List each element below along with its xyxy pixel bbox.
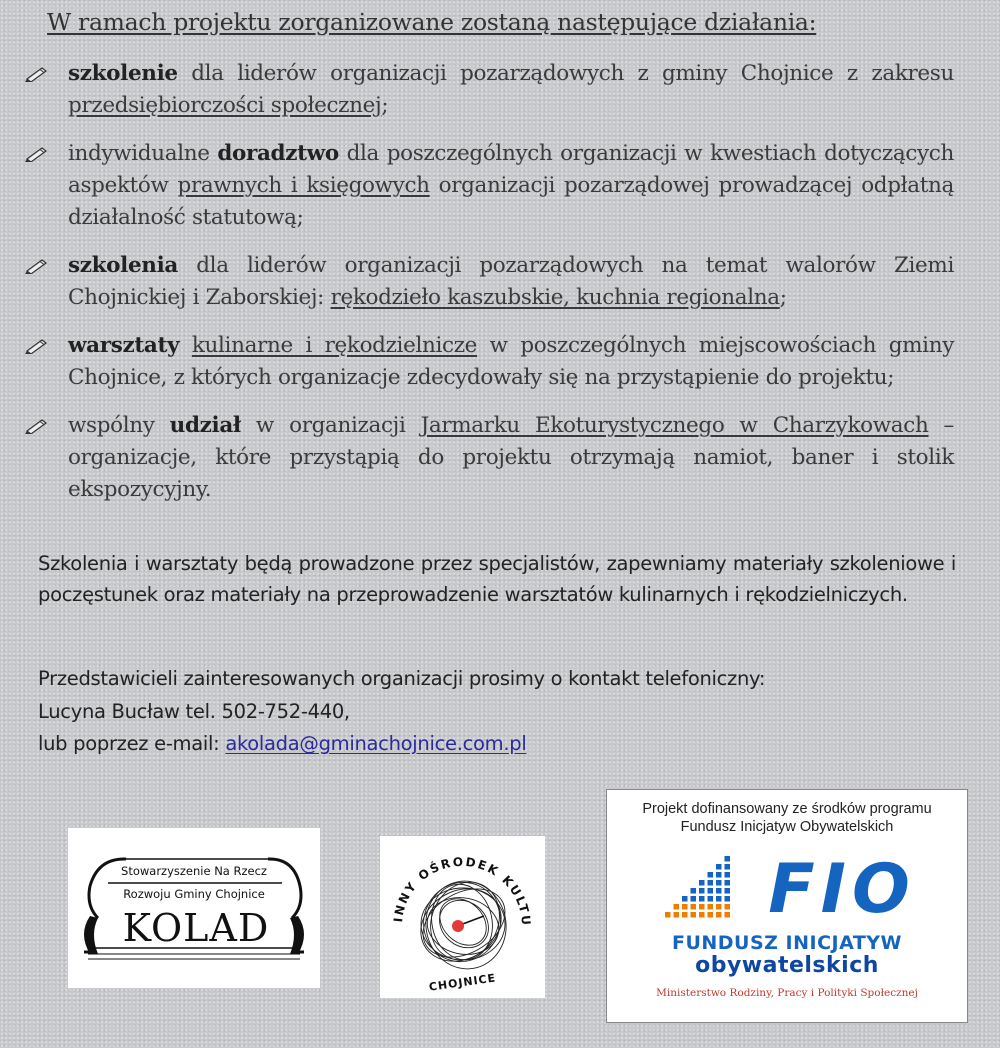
pencil-icon bbox=[24, 64, 50, 82]
fio-dot bbox=[699, 904, 705, 910]
ministry-text: Ministerstwo Rodziny, Pracy i Polityki Społecznej bbox=[656, 987, 918, 999]
activity-text-span: ; bbox=[381, 93, 389, 118]
fio-dot bbox=[725, 880, 731, 886]
contact-line-3 bbox=[38, 728, 956, 759]
fio-dot bbox=[691, 888, 697, 894]
pencil-icon bbox=[24, 256, 50, 274]
fio-dot bbox=[699, 880, 705, 886]
fio-dot bbox=[699, 888, 705, 894]
contact-line-1: Przedstawicieli zainteresowanych organizacji prosimy o kontakt telefoniczny: bbox=[38, 667, 766, 690]
fio-dot bbox=[691, 896, 697, 902]
fio-dot bbox=[725, 872, 731, 878]
funding-line-1: Projekt dofinansowany ze środków programu bbox=[642, 801, 932, 817]
page-heading: W ramach projektu zorganizowane zostaną następujące działania: bbox=[47, 8, 817, 36]
fio-dot bbox=[716, 912, 722, 918]
fio-dot bbox=[708, 888, 714, 894]
activity-item bbox=[24, 250, 954, 314]
activity-text-span: ; bbox=[779, 285, 787, 310]
activity-text bbox=[68, 58, 954, 122]
activity-underlined: rękodzieło kaszubskie, kuchnia regionalna bbox=[330, 285, 780, 310]
email-link[interactable]: akolada@gminachojnice.com.pl bbox=[225, 732, 527, 755]
fio-letters: FIO bbox=[768, 850, 916, 929]
fio-dot bbox=[716, 904, 722, 910]
fio-dot bbox=[682, 904, 688, 910]
activity-underlined: przedsiębiorczości społecznej bbox=[68, 93, 382, 118]
activity-text-span: dla liderów organizacji pozarządowych z gminy Chojnice z zakresu bbox=[177, 61, 954, 86]
gok-bottom-text: CHOJNICE bbox=[428, 971, 497, 994]
activity-item bbox=[24, 58, 954, 122]
activity-text-span: wspólny bbox=[68, 413, 170, 438]
fio-dot bbox=[708, 896, 714, 902]
activity-keyword: warsztaty bbox=[68, 333, 180, 358]
activity-underlined: kulinarne i rękodzielnicze bbox=[191, 333, 478, 358]
activity-keyword: szkolenie bbox=[68, 61, 178, 86]
activity-text-span: w poszczególnych miejscowościach gminy Chojnice, z których organizacje zdecydowały się na przystąpienie do projektu; bbox=[68, 333, 955, 390]
activity-text-span: – organizacje, które przystąpią do projektu otrzymają namiot, baner i stolik ekspozycyjny. bbox=[68, 413, 954, 502]
contact-line-2: Lucyna Bucław tel. 502-752-440, bbox=[38, 700, 350, 723]
fio-dot bbox=[708, 880, 714, 886]
fio-dot bbox=[725, 896, 731, 902]
activity-item bbox=[24, 138, 954, 234]
fio-dot bbox=[691, 912, 697, 918]
activity-item bbox=[24, 330, 954, 394]
activity-keyword: szkolenia bbox=[68, 253, 178, 278]
pencil-icon bbox=[24, 416, 50, 434]
activity-text bbox=[68, 250, 954, 314]
fio-dot bbox=[691, 904, 697, 910]
funding-line-2: Fundusz Inicjatyw Obywatelskich bbox=[680, 819, 894, 835]
activity-underlined: prawnych i księgowych bbox=[177, 173, 430, 198]
akolada-logo bbox=[68, 828, 320, 988]
fio-dot bbox=[674, 912, 680, 918]
fio-text-line-2: obywatelskich bbox=[695, 953, 879, 978]
akolada-top-line-2: Rozwoju Gminy Chojnice bbox=[123, 887, 265, 901]
fio-text-line-1: FUNDUSZ INICJATYW bbox=[671, 932, 903, 954]
akolada-name: KOLAD bbox=[122, 906, 270, 950]
fio-dot bbox=[725, 904, 731, 910]
activity-keyword: doradztwo bbox=[217, 141, 339, 166]
fio-dot bbox=[725, 888, 731, 894]
activity-text-span bbox=[179, 333, 192, 358]
fio-dot bbox=[725, 864, 731, 870]
fio-dot bbox=[708, 904, 714, 910]
fio-dot bbox=[716, 896, 722, 902]
fio-dot bbox=[674, 904, 680, 910]
funding-box bbox=[606, 789, 968, 1023]
pencil-icon bbox=[24, 336, 50, 354]
fio-dot bbox=[699, 896, 705, 902]
activities-list bbox=[24, 58, 954, 522]
activity-text-span: w organizacji bbox=[240, 413, 421, 438]
fio-dot bbox=[682, 896, 688, 902]
info-paragraph: Szkolenia i warsztaty będą prowadzone przez specjalistów, zapewniamy materiały szkoleniowe i poczęstunek oraz materiały na przeprowadzenie warsztatów kulinarnych i rękodzielniczych. bbox=[38, 552, 956, 606]
fio-dot bbox=[708, 872, 714, 878]
activity-text-span: dla poszczególnych organizacji w kwestiach dotyczących aspektów bbox=[68, 141, 954, 198]
fio-dot bbox=[665, 912, 671, 918]
gok-ring-text: INNY OŚRODEK KULTU bbox=[391, 854, 534, 928]
fio-dot bbox=[699, 912, 705, 918]
akolada-top-line-1: Stowarzyszenie Na Rzecz bbox=[121, 864, 267, 878]
email-prefix: lub poprzez e-mail: bbox=[38, 732, 226, 755]
gok-logo bbox=[380, 836, 545, 998]
fio-dot bbox=[716, 872, 722, 878]
fio-dot bbox=[725, 912, 731, 918]
fio-dot bbox=[716, 880, 722, 886]
fio-dot bbox=[725, 856, 731, 862]
fio-dot bbox=[716, 864, 722, 870]
activity-text-span: organizacji pozarządowej prowadzącej odpłatną działalność statutową; bbox=[68, 173, 954, 230]
activity-item bbox=[24, 410, 954, 506]
activity-underlined: Jarmarku Ekoturystycznego w Charzykowach bbox=[420, 413, 929, 438]
activity-text bbox=[68, 410, 954, 506]
activity-text bbox=[68, 138, 954, 234]
pencil-icon bbox=[24, 144, 50, 162]
activity-text bbox=[68, 330, 954, 394]
fio-dot bbox=[682, 912, 688, 918]
activity-text-span: dla liderów organizacji pozarządowych na temat walorów Ziemi Chojnickiej i Zaborskiej: bbox=[68, 253, 954, 310]
activity-keyword: udział bbox=[169, 413, 241, 438]
fio-dot bbox=[708, 912, 714, 918]
fio-dot bbox=[716, 888, 722, 894]
activity-text-span: indywidualne bbox=[68, 141, 218, 166]
